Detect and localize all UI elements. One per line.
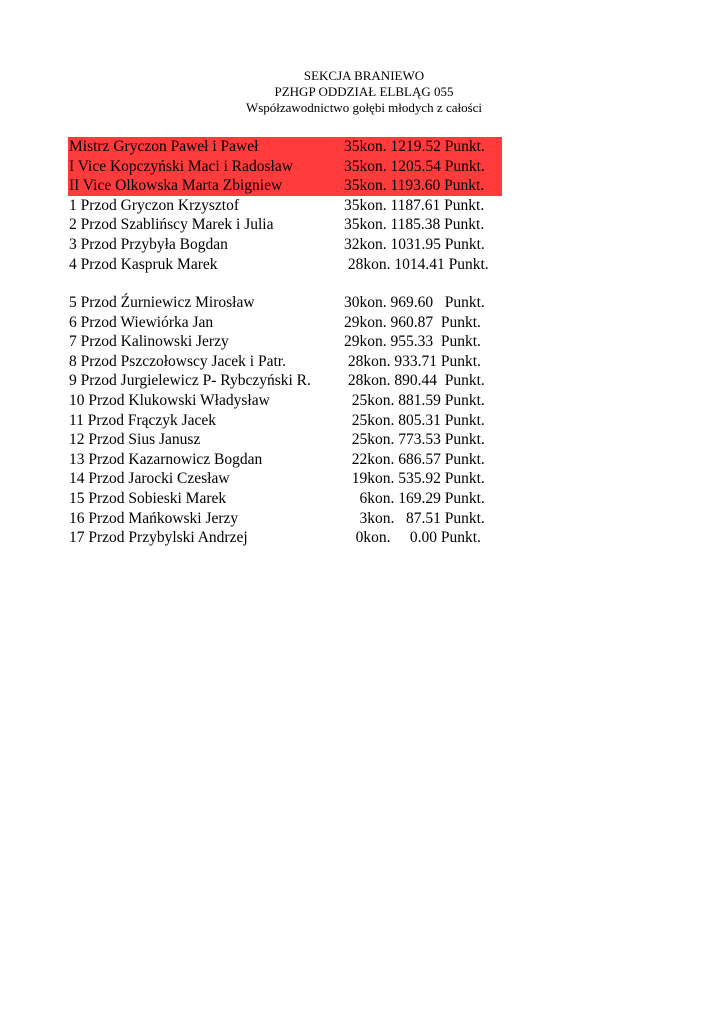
result-name: 8 Przod Pszczołowscy Jacek i Patr. (69, 352, 286, 370)
result-row (68, 313, 502, 333)
result-score: 32kon. 1031.95 Punkt. (344, 236, 485, 253)
result-row (68, 509, 502, 529)
result-score: 35kon. 1193.60 Punkt. (344, 177, 485, 195)
result-score: 35kon. 1187.61 Punkt. (344, 196, 485, 214)
result-name: I Vice Kopczyński Maci i Radosław (69, 157, 293, 175)
result-row-second-vice (68, 176, 502, 196)
result-name: 2 Przod Szablińscy Marek i Julia (69, 216, 274, 234)
result-name: 6 Przod Wiewiórka Jan (69, 313, 214, 331)
result-name: 1 Przod Gryczon Krzysztof (69, 196, 240, 214)
result-row (68, 528, 502, 548)
result-score: 25kon. 805.31 Punkt. (344, 411, 485, 429)
result-row (68, 332, 502, 352)
result-name: 3 Przod Przybyła Bogdan (69, 236, 228, 253)
result-row (68, 391, 502, 411)
result-name: Mistrz Gryczon Paweł i Paweł (69, 138, 259, 155)
result-row (68, 293, 502, 313)
result-row (68, 352, 502, 372)
result-name: 12 Przod Sius Janusz (69, 431, 201, 449)
result-score: 25kon. 881.59 Punkt. (344, 392, 485, 409)
result-row (68, 411, 502, 431)
result-row (68, 215, 502, 235)
result-score: 22kon. 686.57 Punkt. (344, 450, 485, 468)
result-score: 35kon. 1219.52 Punkt. (344, 138, 485, 155)
section-title: SEKCJA BRANIEWO (303, 68, 425, 83)
result-name: 14 Przod Jarocki Czesław (69, 470, 230, 488)
result-name: 10 Przod Klukowski Władysław (69, 392, 270, 409)
result-row (68, 430, 502, 450)
result-score: 19kon. 535.92 Punkt. (344, 470, 485, 488)
result-row-champion (68, 137, 502, 157)
result-score: 29kon. 955.33 Punkt. (344, 333, 481, 351)
result-score: 3kon. 87.51 Punkt. (344, 509, 485, 527)
result-name: 16 Przod Mańkowski Jerzy (69, 509, 239, 527)
result-name: II Vice Olkowska Marta Zbigniew (69, 177, 283, 195)
branch-title: PZHGP ODDZIAŁ ELBLĄG 055 (274, 84, 454, 99)
result-name: 4 Przod Kaspruk Marek (69, 255, 218, 273)
result-score: 25kon. 773.53 Punkt. (344, 431, 485, 449)
result-score: 29kon. 960.87 Punkt. (344, 313, 481, 331)
result-row (68, 255, 502, 275)
result-score: 28kon. 890.44 Punkt. (344, 372, 485, 390)
result-score: 35kon. 1205.54 Punkt. (344, 157, 485, 175)
result-score: 35kon. 1185.38 Punkt. (344, 216, 485, 234)
result-row (68, 489, 502, 509)
result-row (68, 450, 502, 470)
result-name: 11 Przod Frączyk Jacek (69, 411, 217, 429)
result-name: 17 Przod Przybylski Andrzej (69, 529, 248, 547)
result-score: 28kon. 1014.41 Punkt. (344, 255, 489, 273)
result-score: 28kon. 933.71 Punkt. (344, 352, 481, 370)
competition-title: Współzawodnictwo gołębi młodych z całości (245, 100, 483, 115)
result-score: 30kon. 969.60 Punkt. (344, 294, 485, 311)
result-name: 15 Przod Sobieski Marek (69, 490, 227, 507)
result-name: 13 Przod Kazarnowicz Bogdan (69, 450, 263, 468)
result-row (68, 371, 502, 391)
result-name: 7 Przod Kalinowski Jerzy (69, 333, 229, 351)
result-row-first-vice (68, 157, 502, 177)
result-name: 9 Przod Jurgielewicz P- Rybczyński R. (69, 372, 311, 390)
result-name: 5 Przod Źurniewicz Mirosław (69, 294, 255, 311)
result-score: 6kon. 169.29 Punkt. (344, 490, 485, 507)
result-row (68, 235, 502, 255)
result-row (68, 469, 502, 489)
result-score: 0kon. 0.00 Punkt. (344, 529, 481, 547)
result-row (68, 196, 502, 216)
